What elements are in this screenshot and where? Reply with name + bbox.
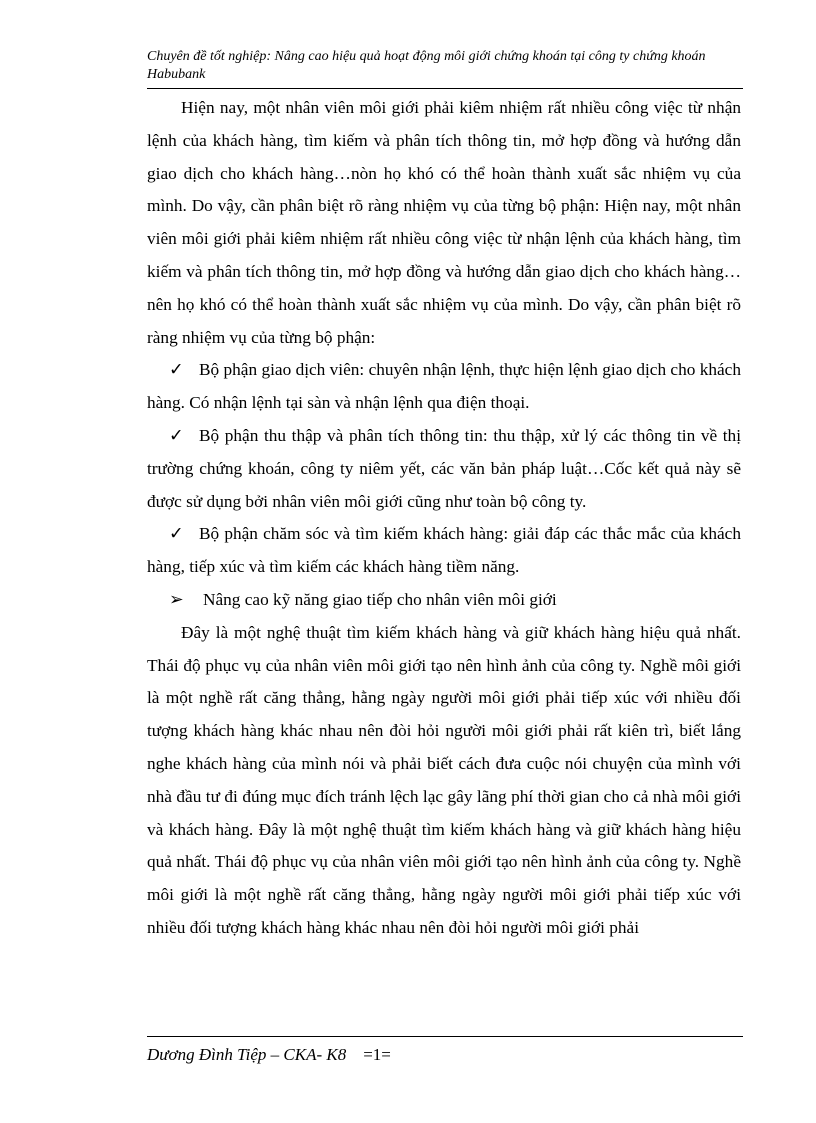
running-header: Chuyên đề tốt nghiệp: Nâng cao hiệu quả hoạt động môi giới chứng khoán tại công ty chứng khoán Habubank (147, 49, 706, 82)
bullet-text: Bộ phận thu thập và phân tích thông tin: thu thập, xử lý các thông tin về thị trường chứng khoán, công ty niêm yết, các văn bản pháp luật…Cốc kết quả này sẽ được sử dụng bởi nhân viên môi giới cũng như toàn bộ công ty. (147, 425, 741, 511)
arrow-bullet-icon: ➢ (169, 589, 184, 609)
paragraph-intro: Hiện nay, một nhân viên môi giới phải kiêm nhiệm rất nhiều công việc từ nhận lệnh của khách hàng, tìm kiếm và phân tích thông tin, mở hợp đồng và hướng dẫn giao dịch cho khách hàng…nòn họ khó có thể hoàn thành xuất sắc nhiệm vụ của mình. Do vậy, cần phân biệt rõ ràng nhiệm vụ của từng bộ phận: Hiện nay, một nhân viên môi giới phải kiêm nhiệm rất nhiều công việc từ nhận lệnh của khách hàng, tìm kiếm và phân tích thông tin, mở hợp đồng và hướng dẫn giao dịch cho khách hàng…nên họ khó có thể hoàn thành xuất sắc nhiệm vụ của mình. Do vậy, cần phân biệt rõ ràng nhiệm vụ của từng bộ phận: (147, 98, 741, 347)
header-divider (147, 88, 743, 89)
footer-author: Dương Đình Tiệp – CKA- K8 (147, 1045, 347, 1064)
bullet-item-giao-dich (147, 354, 741, 420)
checkmark-icon: ✓ (169, 360, 184, 380)
document-body (147, 92, 741, 945)
subheading-giao-tiep (147, 584, 741, 617)
bullet-text: Bộ phận chăm sóc và tìm kiếm khách hàng: giải đáp các thắc mắc của khách hàng, tiếp xúc và tìm kiếm các khách hàng tiềm năng. (147, 524, 741, 577)
bullet-item-cham-soc (147, 518, 741, 584)
checkmark-icon: ✓ (169, 524, 184, 544)
paragraph-giao-tiep: Đây là một nghệ thuật tìm kiếm khách hàng và giữ khách hàng hiệu quả nhất. Thái độ phục vụ của nhân viên môi giới tạo nên hình ảnh của công ty. Nghề môi giới là một nghề rất căng thẳng, hằng ngày người môi giới phải tiếp xúc với nhiều đối tượng khách hàng khác nhau nên đòi hỏi người môi giới phải rất kiên trì, biết lắng nghe khách hàng của mình nói và phải biết cách đưa cuộc nói chuyện của mình với nhà đầu tư đi đúng mục đích tránh lệch lạc gây lãng phí thời gian cho cả nhà môi giới và khách hàng. Đây là một nghệ thuật tìm kiếm khách hàng và giữ khách hàng hiệu quả nhất. Thái độ phục vụ của nhân viên môi giới tạo nên hình ảnh của công ty. Nghề môi giới là một nghề rất căng thẳng, hằng ngày người môi giới phải tiếp xúc với nhiều đối tượng khách hàng khác nhau nên đòi hỏi người môi giới phải (147, 622, 741, 937)
bullet-text: Bộ phận giao dịch viên: chuyên nhận lệnh, thực hiện lệnh giao dịch cho khách hàng. Có nhận lệnh tại sàn và nhận lệnh qua điện thoại. (147, 360, 741, 413)
page-number: =1= (363, 1045, 391, 1064)
footer-divider (147, 1036, 743, 1037)
checkmark-icon: ✓ (169, 425, 184, 445)
subheading-text: Nâng cao kỹ năng giao tiếp cho nhân viên môi giới (203, 589, 557, 609)
running-footer (147, 1044, 743, 1066)
bullet-item-thong-tin (147, 420, 741, 518)
